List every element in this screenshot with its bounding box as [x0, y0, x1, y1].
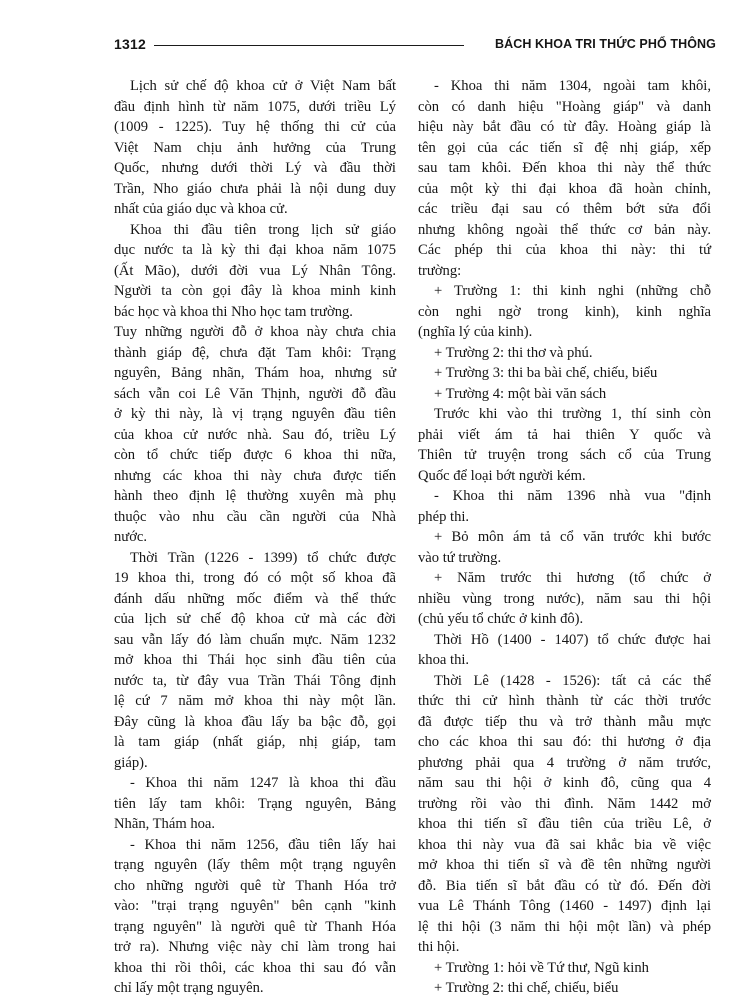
text-line: thức thi cử hình thành từ các thời trước	[418, 693, 711, 709]
text-line: Lịch sử chế độ khoa cử ở Việt Nam bất	[130, 78, 396, 94]
text-line: Thời Trần (1226 - 1399) tổ chức được	[130, 549, 396, 566]
text-line: thành giáp đệ, chưa đặt Tam khôi: Trạng	[114, 344, 396, 361]
text-line: của một kỳ thi đại khoa đã hoàn chỉnh,	[418, 180, 711, 197]
text-line: - Khoa thi năm 1304, ngoài tam khôi,	[434, 78, 711, 94]
text-line: khoa thi này vua đã sai khắc bia về việc	[418, 836, 711, 853]
text-line: nhưng các khoa thi này chưa được tiến	[114, 467, 396, 484]
text-line: tên gọi của các tiến sĩ đệ nhị giáp, xếp	[418, 139, 711, 156]
text-line: nước ta, từ đây vua Trần Thái Tông định	[114, 672, 396, 689]
text-line: tiên lấy tam khôi: Trạng nguyên, Bảng	[114, 795, 396, 812]
text-line: khoa thi tiến sĩ đầu tiên của triều Lê, ở	[418, 816, 711, 832]
text-line: + Trường 4: một bài văn sách	[434, 385, 607, 402]
text-line: của khoa cử nước nhà. Sau đó, triều Lý	[114, 426, 396, 443]
text-line: + Trường 1: thi kinh nghi (những chỗ	[434, 283, 711, 299]
text-line: Khoa thi đầu tiên trong lịch sử giáo	[130, 221, 396, 238]
text-line: - Khoa thi năm 1396 nhà vua "định	[434, 488, 711, 504]
text-line: còn tổ chức tiếp được 6 khoa thi nữa,	[114, 447, 396, 463]
text-line: - Khoa thi năm 1256, đầu tiên lấy hai	[130, 836, 396, 853]
text-line: sau vẫn lấy đó làm chuẩn mực. Năm 1232	[114, 631, 396, 648]
text-line: thi hội.	[418, 939, 460, 955]
text-line: Tuy những người đỗ ở khoa này chưa chia	[114, 324, 396, 340]
text-line: Việt Nam chịu ảnh hưởng của Trung	[114, 139, 396, 156]
text-line: Quốc, nhưng dưới thời Lý và đầu thời	[114, 160, 396, 176]
left-text-column	[114, 76, 396, 999]
text-line: + Bỏ môn ám tả cổ văn trước khi bước	[434, 529, 711, 545]
text-line: Thời Lê (1428 - 1526): tất cả các thể	[434, 672, 711, 689]
text-line: Trần, Nho giáo chưa phải là nội dung duy	[114, 180, 396, 197]
text-line: trạng nguyên" là người quê từ Thanh Hóa	[114, 918, 396, 935]
text-line: (Ất Mão), dưới đời vua Lý Nhân Tông.	[114, 262, 396, 279]
text-line: Trước khi vào thi trường 1, thí sinh còn	[434, 406, 711, 422]
text-line: chỉ lấy một trạng nguyên.	[114, 980, 264, 996]
text-line: trường rồi vào thi đình. Năm 1442 mở	[418, 795, 711, 812]
text-line: thuộc vào nhu cầu cần người của Nhà	[114, 508, 396, 525]
text-line: Quốc để loại bớt người kém.	[418, 467, 586, 484]
text-line: nhất của giáo dục và khoa cử.	[114, 201, 288, 217]
text-line: khoa thi rồi thôi, các khoa thi sau đó vẫn	[114, 959, 396, 976]
text-line: + Trường 2: thi chế, chiếu, biểu	[434, 980, 619, 996]
text-line: Đây cũng là khoa đầu lấy ba bậc đỗ, gọi	[114, 713, 396, 730]
text-line: nguyên, Bảng nhãn, Thám hoa, nhưng sử	[114, 365, 396, 381]
text-line: Các phép thi của khoa thi này: thi tứ	[418, 242, 711, 258]
text-line: Thiên tử truyện trong sách cổ của Trung	[418, 447, 711, 463]
running-title: BÁCH KHOA TRI THỨC PHỔ THÔNG	[494, 37, 716, 51]
text-line: phương phải qua 4 trường ở năm trước,	[418, 754, 711, 771]
text-line: còn nghi ngờ trong kinh), kinh nghĩa	[418, 303, 711, 320]
text-line: + Trường 2: thi thơ và phú.	[434, 344, 593, 361]
text-line: - Khoa thi năm 1247 là khoa thi đầu	[130, 775, 396, 791]
text-line: + Trường 3: thi ba bài chế, chiếu, biểu	[434, 365, 658, 381]
text-line: nước.	[114, 529, 148, 545]
text-line: (chủ yếu tổ chức ở kinh đô).	[418, 611, 584, 627]
text-line: ở kỳ thi này, là vị trạng nguyên đầu tiên	[114, 406, 396, 422]
text-line: hành theo định lệ thường xuyên mà phụ	[114, 488, 396, 504]
text-line: đánh dấu những mốc điểm và thể thức	[114, 590, 396, 607]
right-text-column	[418, 76, 711, 999]
text-line: Thời Hồ (1400 - 1407) tổ chức được hai	[434, 631, 711, 648]
page-header	[114, 36, 716, 58]
text-line: giáp).	[114, 754, 148, 771]
text-line: vào: "trại trạng nguyên" bên cạnh "kinh	[114, 898, 396, 914]
text-line: cho những người quê từ Thanh Hóa trở	[114, 877, 396, 894]
text-line: trở ra). Nhưng việc này chỉ làm trong hai	[114, 939, 396, 955]
text-line: lệ thi hội (3 năm thi hội một lần) và phép	[418, 918, 711, 935]
text-line: lệ cứ 7 năm mở khoa thi này một lần.	[114, 693, 396, 709]
text-line: + Năm trước thi hương (tổ chức ở	[434, 570, 711, 586]
text-line: khoa thi.	[418, 652, 470, 668]
text-line: năm sau thi hội ở kinh đô, cũng qua 4	[418, 775, 711, 791]
text-line: nhiều vùng trong nước), năm sau thi hội	[418, 590, 711, 607]
text-line: + Trường 1: hỏi về Tứ thư, Ngũ kinh	[434, 959, 649, 976]
text-line: sách vẫn coi Lê Văn Thịnh, người đỗ đầu	[114, 385, 396, 402]
text-line: là tam giáp (nhất giáp, nhị giáp, tam	[114, 734, 396, 750]
text-line: hiệu này bắt đầu có từ đây. Hoàng giáp là	[418, 119, 711, 135]
text-line: của lịch sử chế độ khoa cử mà các đời	[114, 611, 396, 627]
text-line: trạng nguyên (lấy thêm một trạng nguyên	[114, 857, 396, 873]
text-line: vua Lê Thánh Tông (1460 - 1497) định lại	[418, 898, 711, 914]
text-line: sau tam khôi. Đến khoa thi này thể thức	[418, 160, 711, 176]
text-line: đầu định hình từ năm 1075, dưới triều Lý	[114, 98, 396, 115]
text-line: (nghĩa lý của kinh).	[418, 324, 533, 340]
text-line: mở khoa thi Thái học sinh đầu tiên của	[114, 652, 396, 668]
text-line: trường:	[418, 262, 462, 279]
text-line: 19 khoa thi, trong đó có một số khoa đã	[114, 570, 396, 586]
page-number: 1312	[114, 36, 146, 52]
text-line: đỗ. Bia tiến sĩ bắt đầu có từ đó. Đến đời	[418, 877, 711, 894]
text-line: vào tứ trường.	[418, 549, 502, 566]
text-line: đã được tiếp thu và trở thành mẫu mực	[418, 713, 711, 730]
text-line: cho các khoa thi sau đó: thi hương ở địa	[418, 734, 711, 750]
text-line: mở khoa thi tiến sĩ và đề tên những người	[418, 857, 711, 873]
text-line: dục nước ta là kỳ thi đại khoa năm 1075	[114, 242, 396, 258]
text-line: bác học và khoa thi Nho học tam trường.	[114, 303, 353, 320]
header-rule	[154, 45, 464, 46]
text-line: Người ta còn gọi đây là khoa minh kinh	[114, 283, 396, 299]
text-line: (1009 - 1225). Tuy hệ thống thi cử của	[114, 119, 396, 135]
text-line: phải viết ám tả hai thiên Y quốc và	[418, 426, 711, 443]
text-line: nhưng không ngoài thể thức cơ bản này.	[418, 221, 711, 238]
text-line: Nhãn, Thám hoa.	[114, 816, 216, 832]
text-line: phép thi.	[418, 508, 470, 525]
text-line: còn có danh hiệu "Hoàng giáp" và danh	[418, 98, 711, 115]
text-line: các triều đại sau có thêm bớt sửa đổi	[418, 201, 711, 217]
